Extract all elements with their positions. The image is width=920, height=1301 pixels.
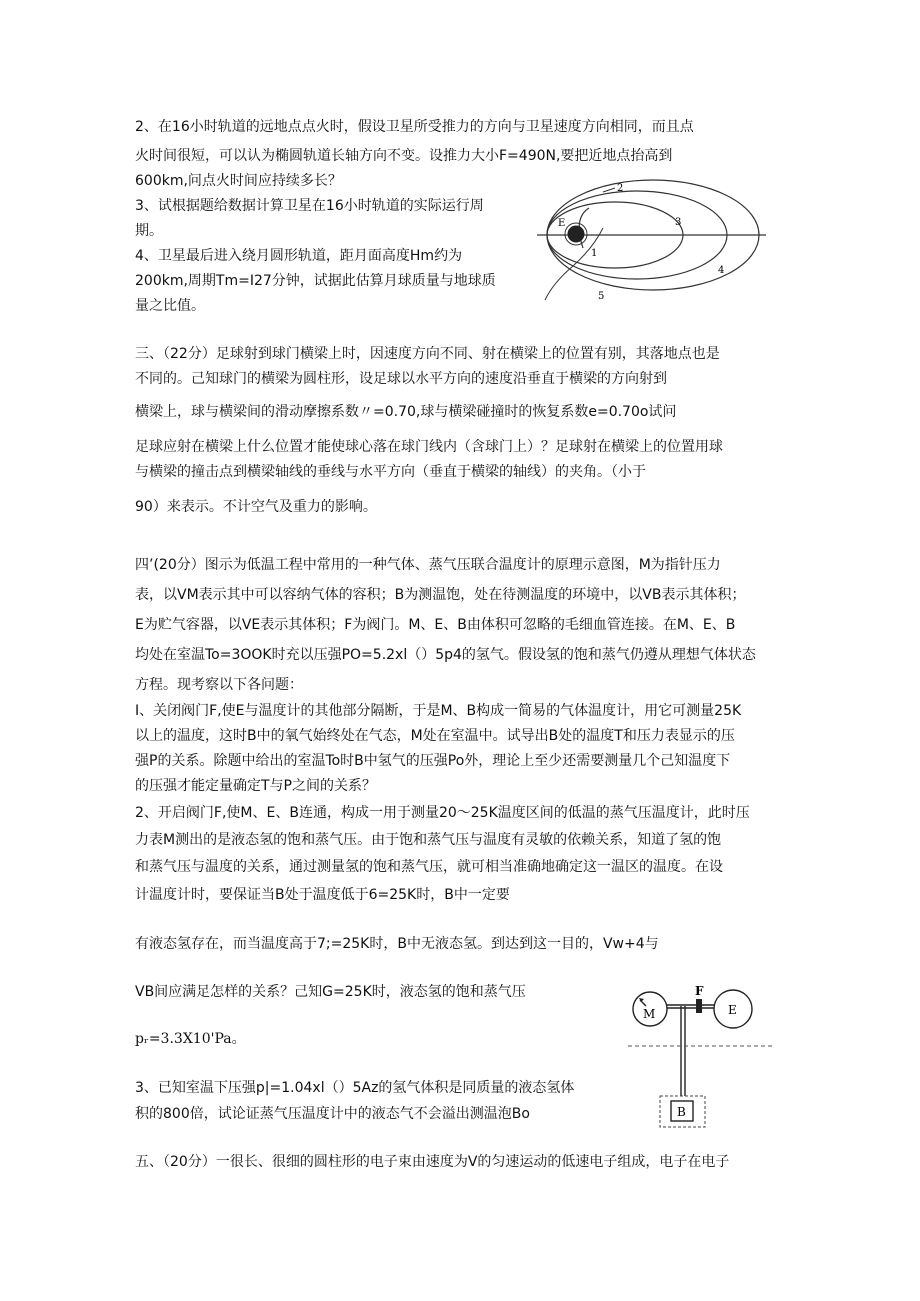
- q3-football-line-6: 90）来表示。不计空气及重力的影响。: [135, 499, 377, 515]
- q3-football-line-5: 与横梁的撞击点到横梁轴线的垂线与水平方向（垂直于横梁的轴线）的夹角。（小于: [135, 464, 646, 480]
- q2-line-2: 火时间很短，可以认为椭圆轨道长轴方向不变。设推力大小F=490N,要把近地点抬高到: [135, 148, 673, 164]
- q4-line-10: 2、开启阀门F,使M、E、B连通，构成一用于测量20〜25K温度区间的低温的蒸气压温度计，此时压: [135, 805, 750, 821]
- q4-line-6: I、关闭阀门F,使E与温度计的其他部分隔断，于是M、B构成一简易的气体温度计，用它可测量25K: [135, 703, 742, 719]
- orbit-label-3: 3: [675, 217, 682, 228]
- q3-football-line-4: 足球应射在横梁上什么位置才能使球心落在球门线内（含球门上）？足球射在横梁上的位置用球: [135, 439, 723, 455]
- earth-icon: [568, 226, 585, 243]
- earth-label: E: [558, 218, 566, 229]
- valve-f: [696, 999, 702, 1013]
- orbit-label-2: 2: [617, 183, 624, 194]
- q4-moon-line-1: 4、卫星最后进入绕月圆形轨道，距月面高度Hm约为: [135, 248, 463, 264]
- orbit-label-4: 4: [718, 265, 725, 276]
- q4-line-16: pᵣ=3.3X10'Pa。: [135, 1031, 246, 1047]
- q3-period-line-2: 期。: [135, 223, 163, 239]
- q2-line-1: 2、在16小时轨道的远地点点火时，假设卫星所受推力的方向与卫星速度方向相同，而且点: [135, 119, 694, 135]
- valve-label: F: [695, 984, 704, 998]
- q4-line-2: 表，以VM表示其中可以容纳气体的容积；B为测温饱，处在待测温度的环境中，以VB表示其体积；: [135, 587, 746, 603]
- orbit-diagram: [533, 178, 768, 303]
- q4-line-12: 和蒸气压与温度的关系，通过测量氢的饱和蒸气压，就可相当准确地确定这一温区的温度。在设: [135, 859, 723, 875]
- q4-line-1: 四’(20分）图示为低温工程中常用的一种气体、蒸气压联合温度计的原理示意图，M为指针压力: [135, 557, 721, 573]
- thermometer-diagram: [625, 978, 775, 1128]
- q4-moon-line-3: 量之比值。: [135, 298, 205, 314]
- q3-football-line-2: 不同的。己知球门的横梁为圆柱形，设足球以水平方向的速度沿垂直于横梁的方向射到: [135, 371, 667, 387]
- q3-football-line-1: 三、（22分）足球射到球门横梁上时，因速度方向不同、射在横梁上的位置有别，其落地点也是: [135, 346, 720, 362]
- q4-line-8: 强P的关系。除题中给出的室温To时B中氢气的压强Po外，理论上至少还需要测量几个己知温度下: [135, 753, 731, 769]
- q4-line-9: 的压强才能定量确定T与P之间的关系？: [135, 778, 376, 794]
- q3-football-line-3: 横梁上，球与横梁间的滑动摩擦系数〃=0.70,球与横梁碰撞时的恢复系数e=0.70o试问: [135, 404, 677, 420]
- orbit-label-5: 5: [598, 291, 605, 302]
- bulb-label: B: [677, 1105, 686, 1119]
- q4-line-14: 有液态氢存在，而当温度高于7;=25K时，B中无液态氢。到达到这一目的，Vw+4与: [135, 936, 659, 952]
- q4-line-5: 方程。现考察以下各问题：: [135, 677, 303, 693]
- gauge-label: M: [643, 1007, 656, 1021]
- q4-line-4: 均处在室温To=3OOK时充以压强PO=5.2xl（）5p4的氢气。假设氢的饱和蒸气仍遵从理想气体状态: [135, 647, 756, 663]
- q4-line-18: 积的800倍，试论证蒸气压温度计中的液态气不会溢出测温泡Bo: [135, 1106, 530, 1122]
- q4-line-17: 3、已知室温下压强p|=1.04xl（）5Az的氢气体积是同质量的液态氢体: [135, 1080, 575, 1096]
- reservoir-label: E: [728, 1003, 737, 1017]
- q4-line-7: 以上的温度，这时B中的氧气始终处在气态，M处在室温中。试导出B处的温度T和压力表显示的压: [135, 728, 735, 744]
- q3-period-line-1: 3、试根据题给数据计算卫星在16小时轨道的实际运行周: [135, 198, 484, 214]
- q4-moon-line-2: 200km,周期Tm=I27分钟，试据此估算月球质量与地球质: [135, 273, 496, 289]
- orbit-label-1: 1: [591, 248, 598, 259]
- q4-line-11: 力表M测出的是液态氢的饱和蒸气压。由于饱和蒸气压与温度有灵敏的依赖关系，知道了氢的饱: [135, 832, 722, 848]
- q2-line-3: 600km,问点火时间应持续多长？: [135, 173, 342, 189]
- q4-line-15: VB间应满足怎样的关系？己知G=25K时，液态氢的饱和蒸气压: [135, 984, 526, 1000]
- q4-line-13: 计温度计时，要保证当B处于温度低于6=25K时，B中一定要: [135, 887, 510, 903]
- q4-line-3: E为贮气容器，以VE表示其体积；F为阀门。M、E、B由体积可忽略的毛细血管连接。在M、E、B: [135, 617, 736, 633]
- q5-line-1: 五、（20分）一很长、很细的圆柱形的电子束由速度为V的匀速运动的低速电子组成，电子在电子: [135, 1154, 730, 1170]
